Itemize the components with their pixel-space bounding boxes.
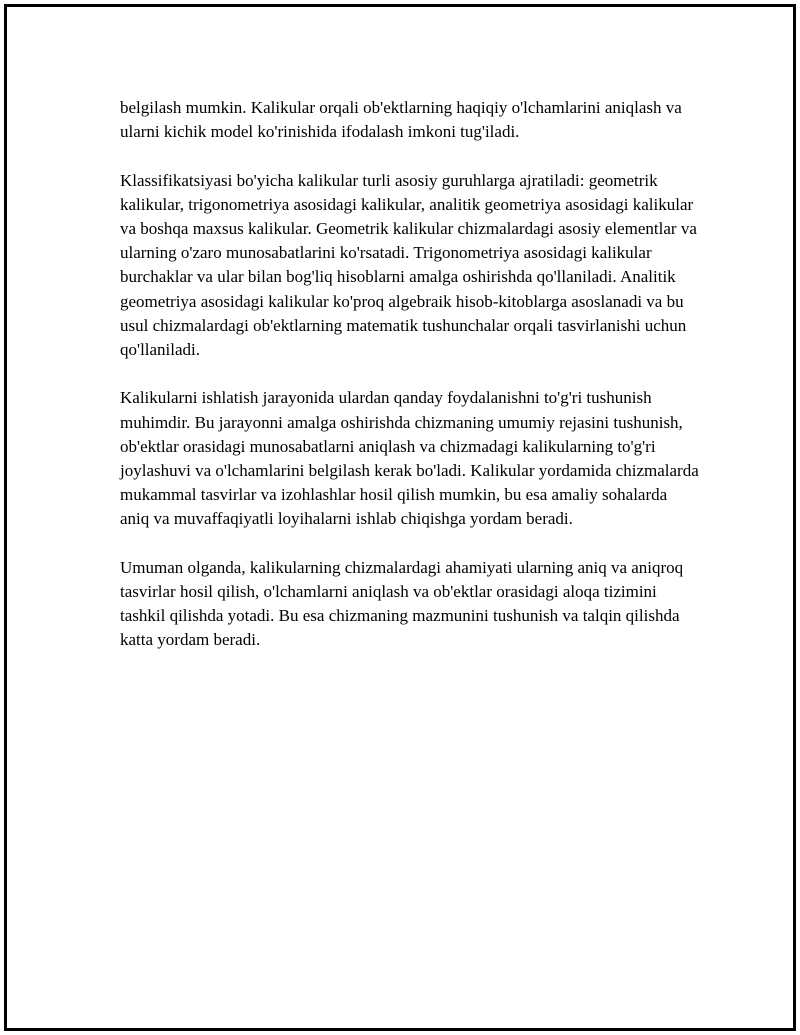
document-page xyxy=(4,4,796,1031)
paragraph-4: Umuman olganda, kalikularning chizmalardagi ahamiyati ularning aniq va aniqroq tasvirlar hosil qilish, o'lchamlarni aniqlash va ob'ektlar orasidagi aloqa tizimini tashkil qilishda yotadi. Bu esa chizmaning mazmunini tushunish va talqin qilishda katta yordam beradi. xyxy=(120,557,684,650)
paragraph-3: Kalikularni ishlatish jarayonida ulardan qanday foydalanishni to'g'ri tushunish muhimdir. Bu jarayonni amalga oshirishda chizmaning umumiy rejasini tushunish, ob'ektlar orasidagi munosabatlarni aniqlash va chizmadagi kalikularning to'g'ri joylashuvi va o'lchamlarini belgilash kerak bo'ladi. Kalikular yordamida chizmalarda mukammal tasvirlar va izohlashlar hosil qilish mumkin, bu esa amaliy sohalarda aniq va muvaffaqiyatli loyihalarni ishlab chiqishga yordam beradi. xyxy=(120,388,699,529)
paragraph-1: belgilash mumkin. Kalikular orqali ob'ektlarning haqiqiy o'lchamlarini aniqlash va ularni kichik model ko'rinishida ifodalash imkoni tug'iladi. xyxy=(120,98,682,142)
document-body xyxy=(120,96,700,677)
paragraph-2: Klassifikatsiyasi bo'yicha kalikular turli asosiy guruhlarga ajratiladi: geometrik kalikular, trigonometriya asosidagi kalikular, analitik geometriya asosidagi kalikular va boshqa maxsus kalikular. Geometrik kalikular chizmalardagi asosiy elementlar va ularning o'zaro munosabatlarini ko'rsatadi. Trigonometriya asosidagi kalikular burchaklar va ular bilan bog'liq hisoblarni amalga oshirishda qo'llaniladi. Analitik geometriya asosidagi kalikular ko'proq algebraik hisob-kitoblarga asoslanadi va bu usul chizmalardagi ob'ektlarning matematik tushunchalar orqali tasvirlanishi uchun qo'llaniladi. xyxy=(120,170,697,360)
